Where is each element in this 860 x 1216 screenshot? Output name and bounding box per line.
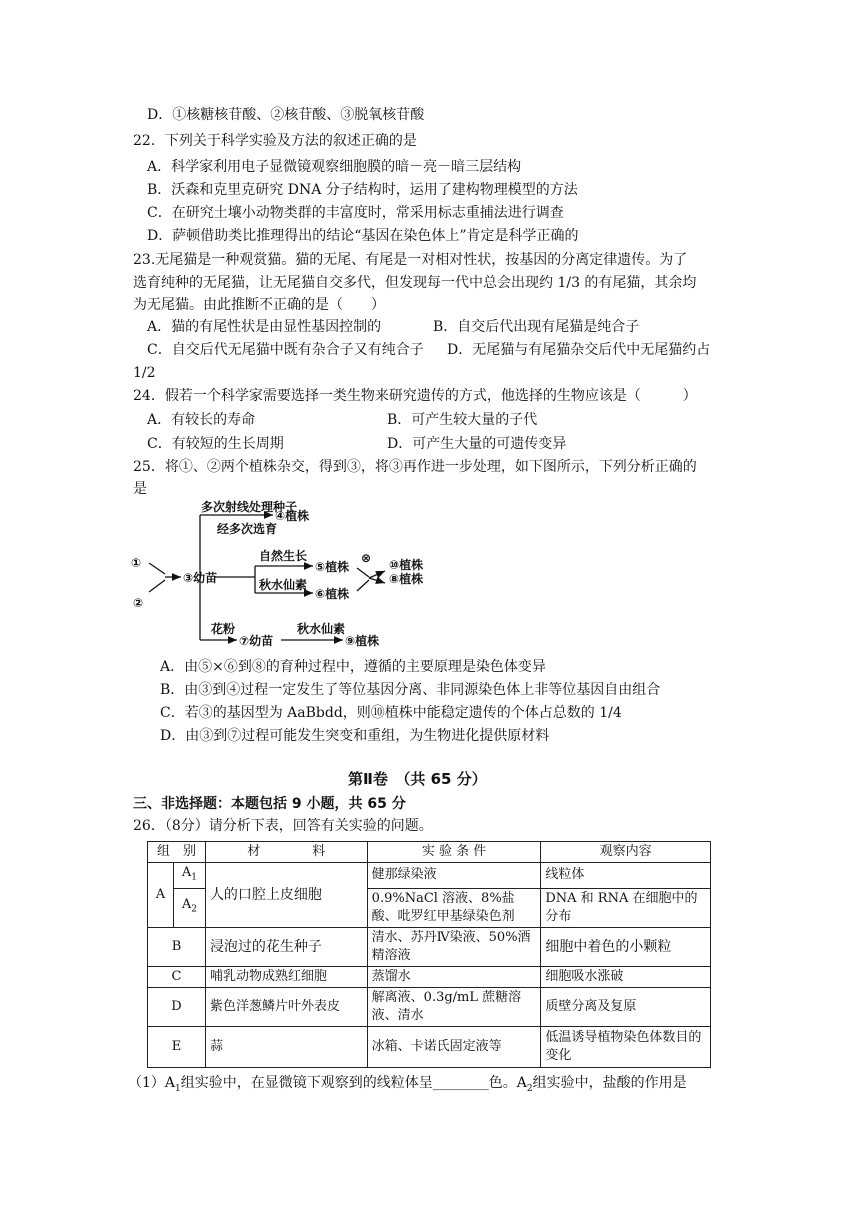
table-row-c <box>148 966 711 987</box>
condition-c: 蒸馏水 <box>367 966 541 987</box>
material-a: 人的口腔上皮细胞 <box>205 863 367 928</box>
material-c: 哺乳动物成熟红细胞 <box>205 966 367 987</box>
experiment-table <box>147 841 711 1068</box>
part2-title: 第Ⅱ卷 （共 65 分） <box>348 770 487 788</box>
breeding-flow-diagram <box>125 500 445 650</box>
observe-c: 细胞吸水涨破 <box>541 966 711 987</box>
label-colchicine-1: 秋水仙素 <box>259 578 308 592</box>
node-7-seedling: ⑦幼苗 <box>239 634 274 648</box>
q23-stem-line3: 为无尾猫。由此推断不正确的是（ ） <box>133 297 385 313</box>
condition-b: 清水、苏丹Ⅳ染液、50%酒精溶液 <box>367 927 541 966</box>
node-1: ① <box>131 556 142 570</box>
node-10-plant: ⑩植株 <box>389 558 424 572</box>
section-heading: 三、非选择题：本题包括 9 小题，共 65 分 <box>133 796 406 812</box>
observe-a1: 线粒体 <box>541 863 711 889</box>
group-a2: $A_2$ <box>173 888 205 927</box>
label-colchicine-2: 秋水仙素 <box>297 622 346 636</box>
observe-d: 质壁分离及复原 <box>541 987 711 1026</box>
q25-option-b: B．由③到④过程一定发生了等位基因分离、非同源染色体上非等位基因自由组合 <box>160 682 661 698</box>
group-a1: $A_1$ <box>173 863 205 889</box>
label-natural-growth: 自然生长 <box>259 549 308 563</box>
table-row-d <box>148 987 711 1026</box>
q22-option-b: B．沃森和克里克研究 DNA 分子结构时，运用了建构物理模型的方法 <box>147 182 578 198</box>
q23-option-b: B．自交后代出现有尾猫是纯合子 <box>433 319 640 335</box>
table-header-row <box>148 842 711 863</box>
q23-stem-line1: 23.无尾猫是一种观赏猫。猫的无尾、有尾是一对相对性状，按基因的分离定律遗传。为了 <box>133 252 688 268</box>
label-pollen: 花粉 <box>211 622 236 636</box>
group-a: A <box>148 863 174 928</box>
q25-stem-line1: 25．将①、②两个植株杂交，得到③，将③再作进一步处理，如下图所示，下列分析正确的 <box>133 459 697 475</box>
q25-stem-line2: 是 <box>133 481 147 497</box>
table-row-a1 <box>148 863 711 889</box>
q24-option-c: C．有较短的生长周期 <box>147 436 284 452</box>
q26-stem: 26．（8分）请分析下表，回答有关实验的问题。 <box>133 818 433 834</box>
material-b: 浸泡过的花生种子 <box>205 927 367 966</box>
node-6-plant: ⑥植株 <box>315 587 350 601</box>
label-radiation-seeds: 多次射线处理种子 <box>201 500 298 514</box>
node-4-plant: ④植株 <box>275 509 310 523</box>
q23-stem-line2: 选育纯种的无尾猫，让无尾猫自交多代，但发现每一代中总会出现约 1/3 的有尾猫，其余均 <box>133 275 697 291</box>
header-material: 材 料 <box>205 842 367 863</box>
condition-a1: 健那绿染液 <box>367 863 541 889</box>
group-e: E <box>148 1026 206 1067</box>
node-8-plant: ⑧植株 <box>389 572 424 586</box>
q23-option-a: A．猫的有尾性状是由显性基因控制的 <box>147 319 382 335</box>
group-c: C <box>148 966 206 987</box>
node-5-plant: ⑤植株 <box>315 560 350 574</box>
q23-option-d-cont: 1/2 <box>133 365 156 381</box>
material-d: 紫色洋葱鳞片叶外表皮 <box>205 987 367 1026</box>
condition-d: 解离液、0.3g/mL 蔗糖溶液、清水 <box>367 987 541 1026</box>
q24-option-d: D．可产生大量的可遗传变异 <box>387 436 567 452</box>
q22-stem: 22．下列关于科学实验及方法的叙述正确的是 <box>133 133 417 149</box>
header-group: 组 别 <box>148 842 206 863</box>
table-row-e <box>148 1026 711 1067</box>
q21-option-d: D．①核糖核苷酸、②核苷酸、③脱氧核苷酸 <box>147 107 425 123</box>
label-multi-selection: 经多次选育 <box>217 522 278 536</box>
node-2: ② <box>133 596 144 610</box>
condition-e: 冰箱、卡诺氏固定液等 <box>367 1026 541 1067</box>
group-d: D <box>148 987 206 1026</box>
header-observe: 观察内容 <box>541 842 711 863</box>
observe-a2: DNA 和 RNA 在细胞中的分布 <box>541 888 711 927</box>
q24-stem: 24．假若一个科学家需要选择一类生物来研究遗传的方式，他选择的生物应该是（ ） <box>133 388 697 404</box>
q26-sub1: $(1)A_1$组实验中，在显微镜下观察到的线粒体呈________色。$A_2$组实验中，盐酸的作用是 <box>128 1075 687 1094</box>
q23-option-d: D．无尾猫与有尾猫杂交后代中无尾猫约占 <box>447 342 711 358</box>
q25-option-a: A．由⑤×⑥到⑧的育种过程中，遵循的主要原理是染色体变异 <box>160 659 546 675</box>
table-row-b <box>148 927 711 966</box>
q23-option-c: C．自交后代无尾猫中既有杂合子又有纯合子 <box>147 342 424 358</box>
observe-b: 细胞中着色的小颗粒 <box>541 927 711 966</box>
self-cross-symbol: ⊗ <box>361 551 372 565</box>
q22-option-c: C．在研究土壤小动物类群的丰富度时，常采用标志重捕法进行调查 <box>147 205 564 221</box>
node-9-plant: ⑨植株 <box>345 634 380 648</box>
condition-a2: 0.9%NaCl 溶液、8%盐酸、吡罗红甲基绿染色剂 <box>367 888 541 927</box>
material-e: 蒜 <box>205 1026 367 1067</box>
q24-option-b: B．可产生较大量的子代 <box>387 412 538 428</box>
q22-option-a: A．科学家利用电子显微镜观察细胞膜的暗－亮－暗三层结构 <box>147 159 522 175</box>
q25-option-c: C．若③的基因型为 AaBbdd，则⑩植株中能稳定遗传的个体占总数的 1/4 <box>160 705 622 721</box>
group-b: B <box>148 927 206 966</box>
header-condition: 实 验 条 件 <box>367 842 541 863</box>
q25-option-d: D．由③到⑦过程可能发生突变和重组，为生物进化提供原材料 <box>160 728 550 744</box>
node-3-seedling: ③幼苗 <box>183 571 218 585</box>
q22-option-d: D．萨顿借助类比推理得出的结论“基因在染色体上”肯定是科学正确的 <box>147 228 579 244</box>
observe-e: 低温诱导植物染色体数目的变化 <box>541 1026 711 1067</box>
q24-option-a: A．有较长的寿命 <box>147 412 256 428</box>
